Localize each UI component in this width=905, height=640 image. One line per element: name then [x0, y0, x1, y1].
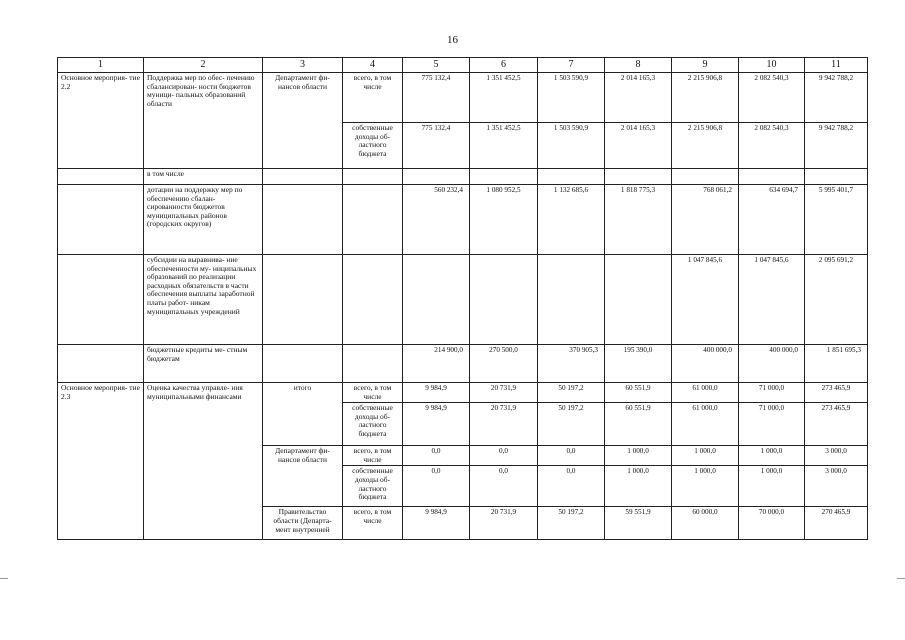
empty-cell — [605, 169, 672, 185]
empty-cell — [470, 169, 538, 185]
value-cell — [470, 255, 538, 345]
empty-cell — [58, 255, 144, 345]
item-name-cell: бюджетные кредиты ме- стным бюджетам — [144, 345, 263, 383]
table-row — [58, 185, 868, 255]
header-cell: 3 — [263, 58, 343, 73]
value-cell: 1 818 775,3 — [605, 185, 672, 255]
empty-cell — [538, 169, 605, 185]
margin-mark — [897, 578, 905, 579]
source-cell: всего, в том числе — [343, 446, 403, 466]
value-cell: 71 000,0 — [739, 383, 805, 403]
header-cell: 11 — [805, 58, 868, 73]
value-cell: 768 061,2 — [672, 185, 739, 255]
header-cell: 9 — [672, 58, 739, 73]
source-cell: собственные доходы об- ластного бюджета — [343, 123, 403, 169]
source-cell: собственные доходы об- ластного бюджета — [343, 403, 403, 446]
value-cell: 634 694,7 — [739, 185, 805, 255]
value-cell: 1 047 845,6 — [739, 255, 805, 345]
value-cell: 1 000,0 — [605, 446, 672, 466]
value-cell: 1 000,0 — [605, 466, 672, 507]
value-cell: 1 503 590,9 — [538, 73, 605, 123]
value-cell: 400 000,0 — [672, 345, 739, 383]
item-name-cell: дотации на поддержку мер по обеспечению сбалан- сированности бюджетов муниципальных районов (городских округов) — [144, 185, 263, 255]
value-cell: 273 465,9 — [805, 403, 868, 446]
empty-cell — [263, 345, 343, 383]
value-cell — [605, 255, 672, 345]
value-cell: 20 731,9 — [470, 507, 538, 540]
value-cell: 0,0 — [538, 466, 605, 507]
table-row — [58, 169, 868, 185]
value-cell: 1 047 845,6 — [672, 255, 739, 345]
value-cell: 214 900,0 — [403, 345, 470, 383]
value-cell: 1 132 685,6 — [538, 185, 605, 255]
value-cell: 3 000,0 — [805, 446, 868, 466]
empty-cell — [263, 255, 343, 345]
header-row — [58, 58, 868, 73]
value-cell: 2 014 165,3 — [605, 73, 672, 123]
value-cell: 9 984,9 — [403, 383, 470, 403]
empty-cell — [263, 185, 343, 255]
value-cell: 1 000,0 — [672, 466, 739, 507]
value-cell: 1 000,0 — [672, 446, 739, 466]
value-cell: 775 132,4 — [403, 123, 470, 169]
empty-cell — [403, 169, 470, 185]
value-cell — [403, 255, 470, 345]
value-cell: 775 132,4 — [403, 73, 470, 123]
source-cell: всего, в том числе — [343, 73, 403, 123]
value-cell: 20 731,9 — [470, 403, 538, 446]
value-cell: 9 984,9 — [403, 507, 470, 540]
value-cell: 9 942 788,2 — [805, 73, 868, 123]
empty-cell — [263, 169, 343, 185]
executor-cell: Департамент фи- нансов области — [263, 73, 343, 169]
value-cell: 60 551,9 — [605, 403, 672, 446]
value-cell: 50 197,2 — [538, 403, 605, 446]
value-cell: 60 551,9 — [605, 383, 672, 403]
margin-mark — [0, 578, 8, 579]
header-cell: 10 — [739, 58, 805, 73]
value-cell: 270 500,0 — [470, 345, 538, 383]
value-cell: 2 082 540,3 — [739, 123, 805, 169]
header-cell: 1 — [58, 58, 144, 73]
empty-cell — [343, 255, 403, 345]
value-cell: 61 000,0 — [672, 403, 739, 446]
activity-cell: Основное мероприя- тие 2.3 — [58, 383, 144, 540]
value-cell: 1 000,0 — [739, 446, 805, 466]
value-cell — [538, 255, 605, 345]
item-name-cell: субсидии на выравнива- ние обеспеченности му- ниципальных образований по реализации расходных обязательств в части обеспечения выплаты заработной платы работ- никам муниципальных учреждений — [144, 255, 263, 345]
activity-name-cell: Оценка качества управле- ния муниципальными финансами — [144, 383, 263, 540]
value-cell: 1 080 952,5 — [470, 185, 538, 255]
value-cell: 560 232,4 — [403, 185, 470, 255]
executor-cell: Правительство области (Департа- мент внутренней — [263, 507, 343, 540]
table-row — [58, 383, 868, 403]
value-cell: 70 000,0 — [739, 507, 805, 540]
value-cell: 0,0 — [470, 446, 538, 466]
source-cell: всего, в том числе — [343, 507, 403, 540]
header-cell: 2 — [144, 58, 263, 73]
value-cell: 195 390,0 — [605, 345, 672, 383]
table-row — [58, 255, 868, 345]
value-cell: 370 905,3 — [538, 345, 605, 383]
header-cell: 5 — [403, 58, 470, 73]
empty-cell — [58, 345, 144, 383]
executor-cell: итого — [263, 383, 343, 446]
empty-cell — [739, 169, 805, 185]
activity-name-cell: Поддержка мер по обес- печению сбалансирован- ности бюджетов муници- пальных образований области — [144, 73, 263, 169]
value-cell: 61 000,0 — [672, 383, 739, 403]
value-cell: 1 851 695,3 — [805, 345, 868, 383]
value-cell: 2 215 906,8 — [672, 123, 739, 169]
value-cell: 273 465,9 — [805, 383, 868, 403]
activity-cell: Основное мероприя- тие 2.2 — [58, 73, 144, 169]
subheading-cell: в том числе — [144, 169, 263, 185]
value-cell: 2 082 540,3 — [739, 73, 805, 123]
value-cell: 9 984,9 — [403, 403, 470, 446]
source-cell: всего, в том числе — [343, 383, 403, 403]
value-cell: 0,0 — [470, 466, 538, 507]
executor-cell: Департамент фи- нансов области — [263, 446, 343, 507]
empty-cell — [343, 185, 403, 255]
value-cell: 0,0 — [403, 446, 470, 466]
value-cell: 1 351 452,5 — [470, 123, 538, 169]
value-cell: 2 215 906,8 — [672, 73, 739, 123]
value-cell: 0,0 — [403, 466, 470, 507]
value-cell: 9 942 788,2 — [805, 123, 868, 169]
header-cell: 6 — [470, 58, 538, 73]
value-cell: 71 000,0 — [739, 403, 805, 446]
header-cell: 4 — [343, 58, 403, 73]
empty-cell — [343, 169, 403, 185]
value-cell: 50 197,2 — [538, 507, 605, 540]
value-cell: 2 095 691,2 — [805, 255, 868, 345]
value-cell: 400 000,0 — [739, 345, 805, 383]
page-number: 16 — [447, 34, 458, 46]
value-cell: 60 000,0 — [672, 507, 739, 540]
value-cell: 270 465,9 — [805, 507, 868, 540]
header-cell: 8 — [605, 58, 672, 73]
table-row — [58, 345, 868, 383]
value-cell: 2 014 165,3 — [605, 123, 672, 169]
value-cell: 59 551,9 — [605, 507, 672, 540]
value-cell: 0,0 — [538, 446, 605, 466]
empty-cell — [805, 169, 868, 185]
value-cell: 5 995 401,7 — [805, 185, 868, 255]
table-row — [58, 73, 868, 123]
empty-cell — [58, 169, 144, 185]
budget-table — [57, 57, 868, 540]
empty-cell — [58, 185, 144, 255]
source-cell: собственные доходы об- ластного бюджета — [343, 466, 403, 507]
header-cell: 7 — [538, 58, 605, 73]
empty-cell — [343, 345, 403, 383]
value-cell: 3 000,0 — [805, 466, 868, 507]
value-cell: 1 503 590,9 — [538, 123, 605, 169]
value-cell: 1 000,0 — [739, 466, 805, 507]
value-cell: 50 197,2 — [538, 383, 605, 403]
empty-cell — [672, 169, 739, 185]
value-cell: 1 351 452,5 — [470, 73, 538, 123]
value-cell: 20 731,9 — [470, 383, 538, 403]
